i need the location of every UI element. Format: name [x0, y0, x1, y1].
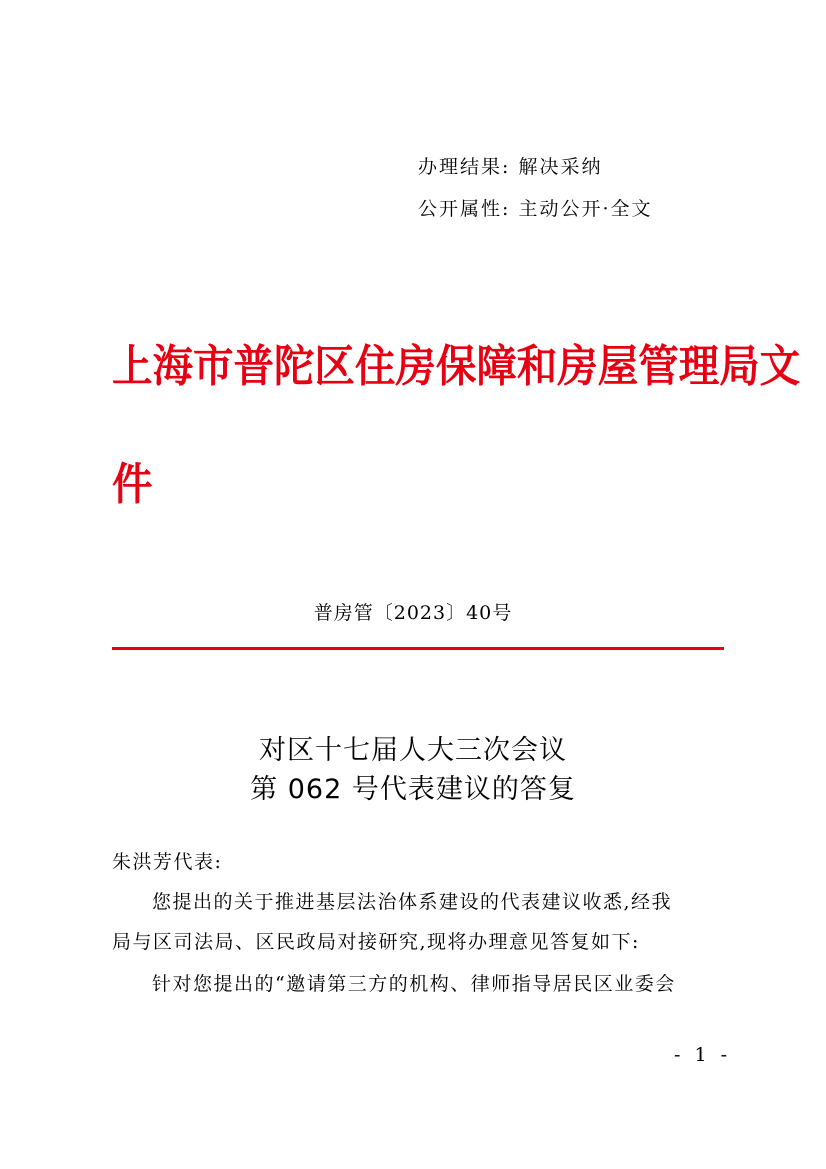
disclosure-attribute-label: 公开属性: [418, 198, 511, 220]
disclosure-attribute [418, 194, 653, 221]
handling-result-label: 办理结果: [418, 156, 511, 178]
paragraph-2-line-1: 针对您提出的“邀请第三方的机构、律师指导居民区业委会 [152, 973, 676, 995]
subject-title-line-2: 第 062 号代表建议的答复 [250, 774, 576, 805]
salutation: 朱洪芳代表: [112, 851, 223, 873]
handling-result-value: 解决采纳 [518, 156, 603, 178]
subject-title-line-1: 对区十七届人大三次会议 [259, 735, 567, 766]
paragraph-1-line-1: 您提出的关于推进基层法治体系建设的代表建议收悉,经我 [152, 891, 673, 913]
page-number: - 1 - [674, 1044, 732, 1066]
red-divider-line [112, 647, 724, 650]
disclosure-attribute-value: 主动公开·全文 [518, 198, 653, 220]
paragraph-1-line-2: 局与区司法局、区民政局对接研究,现将办理意见答复如下: [112, 931, 640, 953]
issuer-title-line-1: 上海市普陀区住房保障和房屋管理局文 [112, 341, 801, 392]
handling-result [418, 152, 602, 179]
issuer-title-line-2: 件 [112, 459, 153, 510]
document-number: 普房管〔2023〕40号 [313, 602, 513, 624]
